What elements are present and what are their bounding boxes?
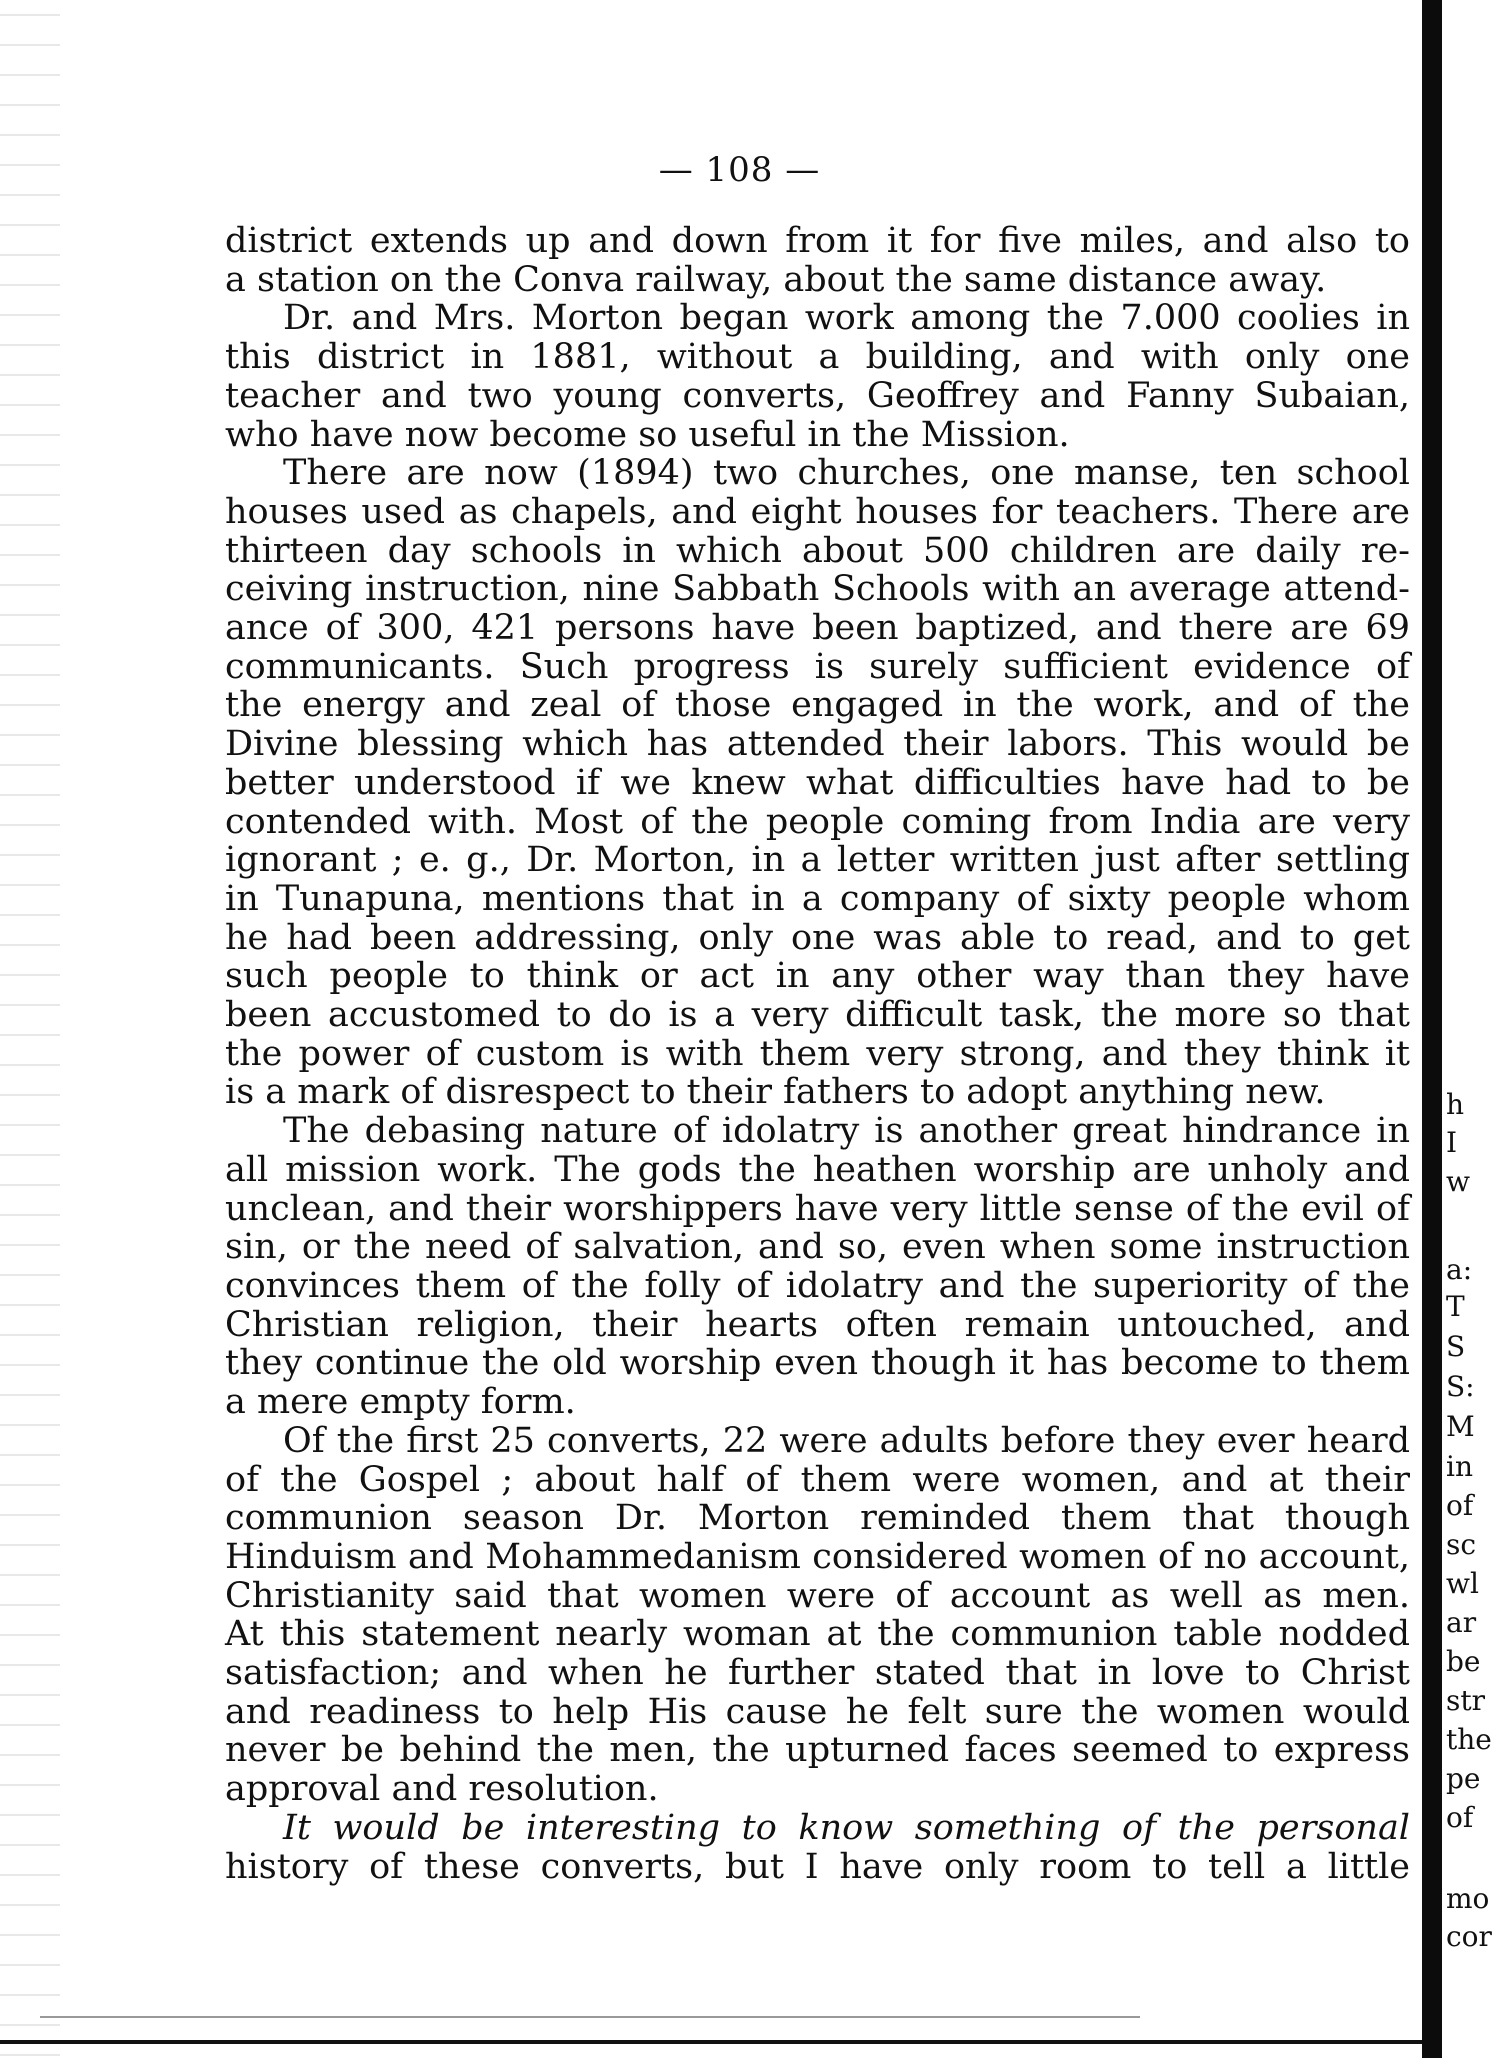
margin-fragment: S: (1446, 1370, 1475, 1403)
margin-fragment: pe (1446, 1762, 1481, 1795)
text-line: Dr. and Mrs. Morton began work among the 7.000 coolies in (283, 298, 1410, 339)
left-margin-binding (0, 0, 60, 2058)
text-line: a mere empty form. (225, 1382, 576, 1423)
text-line: unclean, and their worshippers have very little sense of the evil of (225, 1188, 1410, 1229)
text-line: district extends up and down from it for five miles, and also to (225, 221, 1410, 261)
text-line: ceiving instruction, nine Sabbath Schools with an average attend- (225, 569, 1410, 610)
text-line: such people to think or act in any other way than they have (225, 956, 1410, 997)
margin-fragment: I (1446, 1126, 1458, 1159)
margin-fragment: M (1446, 1410, 1475, 1443)
text-line: in Tunapuna, mentions that in a company of sixty people whom (225, 878, 1410, 919)
margin-fragment: of (1446, 1489, 1474, 1522)
text-line: never be behind the men, the upturned faces seemed to express (225, 1730, 1410, 1771)
text-line: communion season Dr. Morton reminded them that though (225, 1498, 1410, 1539)
text-line: It would be interesting to know something of the personal (283, 1807, 1410, 1848)
text-line: this district in 1881, without a building, and with only one (225, 337, 1410, 378)
text-line: ignorant ; e. g., Dr. Morton, in a letter written just after settling (225, 840, 1410, 881)
bottom-edge-line (40, 2016, 1140, 2018)
body-text (225, 222, 1410, 1886)
text-line: a station on the Conva railway, about the same distance away. (225, 259, 1327, 300)
text-line: who have now become so useful in the Mission. (225, 414, 1070, 455)
margin-fragment: mo (1446, 1882, 1490, 1915)
margin-fragment: of (1446, 1801, 1474, 1834)
text-line: the power of custom is with them very strong, and they think it (225, 1033, 1410, 1074)
text-line: The debasing nature of idolatry is another great hindrance in (283, 1111, 1410, 1152)
text-line: contended with. Most of the people coming from India are very (225, 801, 1410, 842)
text-line: convinces them of the folly of idolatry and the superiority of the (225, 1265, 1410, 1306)
margin-fragment: the (1446, 1723, 1492, 1756)
margin-fragment: wl (1446, 1567, 1479, 1600)
margin-fragment: w (1446, 1165, 1470, 1198)
text-line: communicants. Such progress is surely sufficient evidence of (225, 646, 1410, 687)
text-line: the energy and zeal of those engaged in the work, and of the (225, 685, 1410, 726)
text-line: history of these converts, but I have only room to tell a little (225, 1846, 1410, 1887)
text-line: is a mark of disrespect to their fathers to adopt anything new. (225, 1072, 1326, 1113)
text-line: Divine blessing which has attended their labors. This would be (225, 724, 1410, 765)
margin-fragment: S (1446, 1330, 1466, 1363)
text-line: thirteen day schools in which about 500 children are daily re- (225, 530, 1410, 571)
margin-fragment: h (1446, 1088, 1465, 1121)
text-line: sin, or the need of salvation, and so, even when some instruction (225, 1227, 1410, 1268)
text-line: satisfaction; and when he further stated that in love to Christ (225, 1653, 1410, 1694)
text-line: approval and resolution. (225, 1769, 659, 1810)
text-line: teacher and two young converts, Geoffrey and Fanny Subaian, (225, 375, 1410, 416)
margin-fragment: in (1446, 1450, 1473, 1483)
text-line: Christian religion, their hearts often remain untouched, and (225, 1304, 1410, 1345)
text-line: There are now (1894) two churches, one manse, ten school (283, 453, 1410, 494)
margin-fragment: sc (1446, 1528, 1477, 1561)
text-line: At this statement nearly woman at the communion table nodded (225, 1614, 1410, 1655)
margin-fragment: a: (1446, 1253, 1473, 1286)
bottom-edge (0, 2040, 1422, 2044)
text-line: Christianity said that women were of account as well as men. (225, 1575, 1410, 1616)
text-line: been accustomed to do is a very difficult task, the more so that (225, 995, 1410, 1036)
text-line: ance of 300, 421 persons have been baptized, and there are 69 (225, 608, 1410, 649)
text-line: Hinduism and Mohammedanism considered women of no account, (225, 1536, 1410, 1577)
page-number: — 108 — (658, 150, 821, 190)
margin-fragment: cor (1446, 1920, 1492, 1953)
margin-fragment: T (1446, 1290, 1465, 1323)
text-line: and readiness to help His cause he felt sure the women would (225, 1691, 1410, 1732)
margin-fragment: be (1446, 1645, 1481, 1678)
text-line: better understood if we knew what difficulties have had to be (225, 762, 1410, 803)
text-line: they continue the old worship even though it has become to them (225, 1343, 1410, 1384)
text-line: he had been addressing, only one was able to read, and to get (225, 917, 1410, 958)
margin-fragment: ar (1446, 1606, 1477, 1639)
text-line: Of the first 25 converts, 22 were adults before they ever heard (283, 1420, 1410, 1461)
text-line: of the Gospel ; about half of them were women, and at their (225, 1459, 1410, 1500)
text-line: all mission work. The gods the heathen worship are unholy and (225, 1149, 1410, 1190)
margin-fragment: str (1446, 1684, 1486, 1717)
text-line: houses used as chapels, and eight houses for teachers. There are (225, 491, 1410, 532)
right-gutter-shadow (1422, 0, 1442, 2058)
